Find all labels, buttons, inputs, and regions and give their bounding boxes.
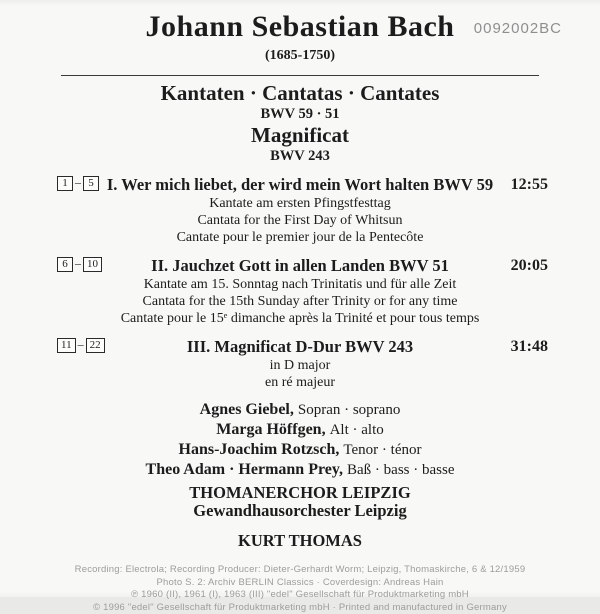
performer-name: Agnes Giebel, <box>200 401 294 418</box>
composer-dates: (1685-1750) <box>0 46 600 66</box>
credit-line-phonogram: ℗ 1960 (II), 1961 (I), 1963 (III) "edel" Gesellschaft für Produktmarketing mbH <box>0 589 600 602</box>
work-duration: 20:05 <box>511 255 548 276</box>
work-header <box>0 336 600 357</box>
work-duration: 12:55 <box>511 174 548 195</box>
track-range <box>57 256 102 272</box>
credit-line-recording: Recording: Electrola; Recording Producer: Dieter-Gerhardt Worm; Leipzig, Thomaskirche, 6 & 12/1959 <box>0 564 600 577</box>
conductor-name: KURT THOMAS <box>0 531 600 551</box>
work-list <box>0 174 600 391</box>
work-subtitle-de: Kantate am ersten Pfingstfesttag <box>0 195 600 212</box>
catalog-number: 0092002BC <box>474 20 562 37</box>
work-subtitle-en: in D major <box>0 357 600 374</box>
work-subtitle-en: Cantata for the 15th Sunday after Trinity or for any time <box>0 293 600 310</box>
work-header <box>0 255 600 276</box>
track-end-box: 10 <box>83 257 102 272</box>
performer-line <box>0 400 600 420</box>
track-start-box: 1 <box>57 176 73 191</box>
performer-name: Hans-Joachim Rotzsch, <box>179 441 340 458</box>
range-dash: – <box>78 337 84 352</box>
track-end-box: 5 <box>83 176 99 191</box>
work-subtitle-en: Cantata for the First Day of Whitsun <box>0 212 600 229</box>
ensemble-block <box>0 484 600 551</box>
track-start-box: 6 <box>57 257 73 272</box>
work-item <box>0 255 600 327</box>
work-title: I. Wer mich liebet, der wird mein Wort halten BWV 59 <box>0 174 600 195</box>
performer-roles: Alt · alto <box>330 422 384 438</box>
composer-name: Johann Sebastian Bach <box>0 10 600 44</box>
album-second-title: Magnificat <box>0 123 600 147</box>
performer-roles: Tenor · ténor <box>343 442 421 458</box>
orchestra-name: Gewandhausorchester Leipzig <box>0 502 600 520</box>
work-duration: 31:48 <box>511 336 548 357</box>
choir-name: THOMANERCHOR LEIPZIG <box>0 484 600 502</box>
credit-line-photo: Photo S. 2: Archiv BERLIN Classics · Coverdesign: Andreas Hain <box>0 577 600 590</box>
work-item <box>0 336 600 391</box>
performer-name: Theo Adam · Hermann Prey, <box>146 461 343 478</box>
range-dash: – <box>75 256 81 271</box>
performer-name: Marga Höffgen, <box>216 421 325 438</box>
track-range <box>57 337 105 353</box>
album-title-block <box>0 81 600 165</box>
album-second-bwv: BWV 243 <box>0 147 600 165</box>
work-header <box>0 174 600 195</box>
performer-line <box>0 440 600 460</box>
credit-line-copyright: © 1996 "edel" Gesellschaft für Produktmarketing mbH · Printed and manufactured in Germany <box>0 602 600 614</box>
work-subtitle-fr: en ré majeur <box>0 374 600 391</box>
work-item <box>0 174 600 246</box>
performer-roles: Baß · bass · basse <box>347 462 454 478</box>
work-subtitle-fr: Cantate pour le premier jour de la Pentecôte <box>0 229 600 246</box>
track-range <box>57 175 99 191</box>
work-subtitle-fr: Cantate pour le 15ᵉ dimanche après la Trinité et pour tous temps <box>0 310 600 327</box>
work-title: III. Magnificat D-Dur BWV 243 <box>0 336 600 357</box>
performer-line <box>0 420 600 440</box>
album-title: Kantaten · Cantatas · Cantates <box>0 81 600 105</box>
range-dash: – <box>75 175 81 190</box>
work-title: II. Jauchzet Gott in allen Landen BWV 51 <box>0 255 600 276</box>
work-subtitle-de: Kantate am 15. Sonntag nach Trinitatis und für alle Zeit <box>0 276 600 293</box>
credits-block <box>0 564 600 614</box>
track-start-box: 11 <box>57 338 76 353</box>
performer-list <box>0 400 600 480</box>
album-bwv: BWV 59 · 51 <box>0 105 600 123</box>
performer-line <box>0 460 600 480</box>
performer-roles: Sopran · soprano <box>298 402 400 418</box>
header-divider <box>61 75 539 76</box>
track-end-box: 22 <box>86 338 105 353</box>
